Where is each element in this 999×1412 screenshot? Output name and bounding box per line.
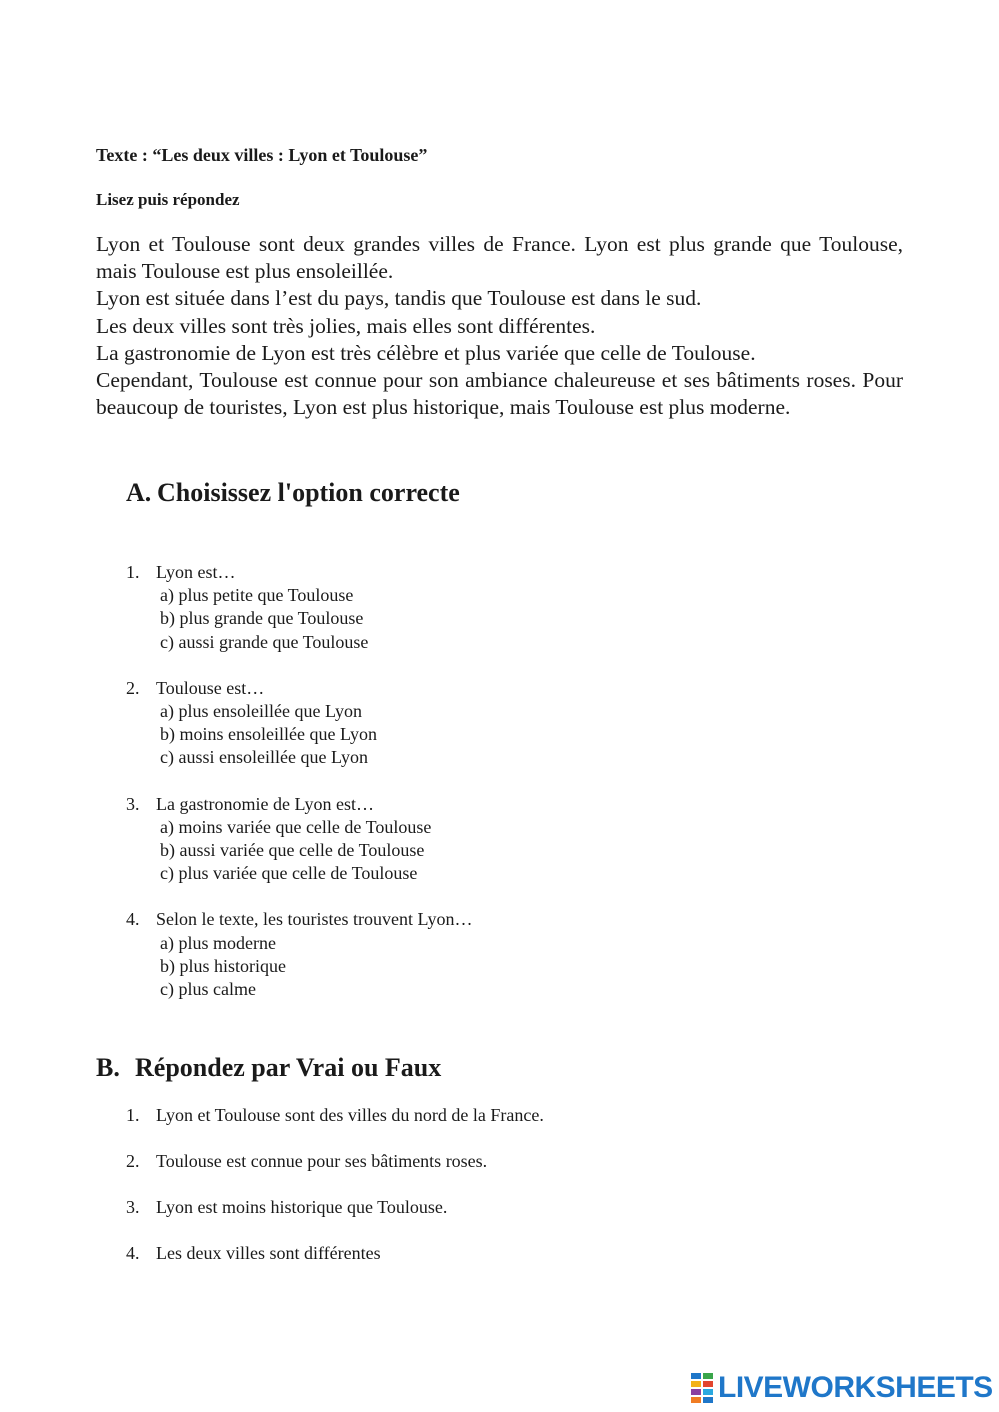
section-b-letter: B. [96, 1053, 120, 1082]
liveworksheets-grid-icon [690, 1372, 714, 1404]
section-a-letter: A. [126, 478, 152, 507]
section-a-heading [126, 478, 460, 508]
true-false-list [126, 1105, 544, 1289]
liveworksheets-logo[interactable] [690, 1370, 993, 1406]
answer-option[interactable]: a) plus ensoleillée que Lyon [160, 701, 362, 722]
statement-text: Toulouse est connue pour ses bâtiments roses. [156, 1151, 488, 1171]
statement-text: Les deux villes sont différentes [156, 1243, 381, 1263]
answer-option[interactable]: c) aussi ensoleillée que Lyon [160, 747, 368, 768]
statement-text: Lyon et Toulouse sont des villes du nord de la France. [156, 1105, 544, 1125]
statement-number: 4. [126, 1243, 140, 1263]
answer-option[interactable]: b) aussi variée que celle de Toulouse [160, 840, 425, 861]
question-text: La gastronomie de Lyon est… [156, 793, 374, 814]
question-item [126, 793, 472, 886]
reading-instruction: Lisez puis répondez [96, 190, 240, 209]
statement-text: Lyon est moins historique que Toulouse. [156, 1197, 448, 1217]
question-number: 2. [126, 677, 140, 698]
question-item [126, 908, 472, 1001]
passage-paragraph: La gastronomie de Lyon est très célèbre et plus variée que celle de Toulouse. [96, 340, 756, 365]
answer-option[interactable]: c) plus calme [160, 979, 256, 1000]
passage-paragraph: Les deux villes sont très jolies, mais elles sont différentes. [96, 313, 596, 338]
passage-paragraph: Cependant, Toulouse est connue pour son ambiance chaleureuse et ses bâtiments roses. Pour beaucoup de touristes, Lyon est plus historique, mais Toulouse est plus moderne. [96, 368, 903, 420]
multiple-choice-list [126, 561, 472, 1024]
answer-option[interactable]: a) plus moderne [160, 932, 276, 953]
question-text: Toulouse est… [156, 677, 265, 698]
reading-passage [96, 231, 903, 421]
section-b-title: Répondez par Vrai ou Faux [135, 1053, 442, 1082]
answer-option[interactable]: c) plus variée que celle de Toulouse [160, 863, 418, 884]
worksheet-title: Texte : “Les deux villes : Lyon et Toulouse” [96, 145, 428, 165]
answer-option[interactable]: b) plus grande que Toulouse [160, 608, 364, 629]
statement-number: 2. [126, 1151, 140, 1171]
true-false-item[interactable] [126, 1243, 544, 1289]
true-false-item[interactable] [126, 1151, 544, 1197]
question-number: 3. [126, 793, 140, 814]
question-text: Lyon est… [156, 562, 236, 582]
answer-option[interactable]: b) plus historique [160, 955, 286, 976]
answer-option[interactable]: b) moins ensoleillée que Lyon [160, 724, 377, 745]
answer-option[interactable]: a) plus petite que Toulouse [160, 585, 354, 606]
answer-option[interactable]: a) moins variée que celle de Toulouse [160, 816, 432, 837]
statement-number: 3. [126, 1197, 140, 1217]
section-a-title: Choisissez l'option correcte [157, 478, 460, 507]
brand-name: LIVEWORKSHEETS [718, 1371, 993, 1404]
passage-paragraph: Lyon est située dans l’est du pays, tandis que Toulouse est dans le sud. [96, 286, 702, 311]
question-item [126, 561, 472, 654]
true-false-item[interactable] [126, 1105, 544, 1151]
question-number: 4. [126, 909, 140, 930]
answer-option[interactable]: c) aussi grande que Toulouse [160, 631, 369, 652]
question-number: 1. [126, 562, 140, 582]
true-false-item[interactable] [126, 1197, 544, 1243]
question-item [126, 677, 472, 770]
question-text: Selon le texte, les touristes trouvent Lyon… [156, 909, 473, 930]
section-b-heading [96, 1053, 441, 1083]
statement-number: 1. [126, 1105, 140, 1125]
passage-paragraph: Lyon et Toulouse sont deux grandes villes de France. Lyon est plus grande que Toulouse, mais Toulouse est plus ensoleillée. [96, 232, 903, 284]
